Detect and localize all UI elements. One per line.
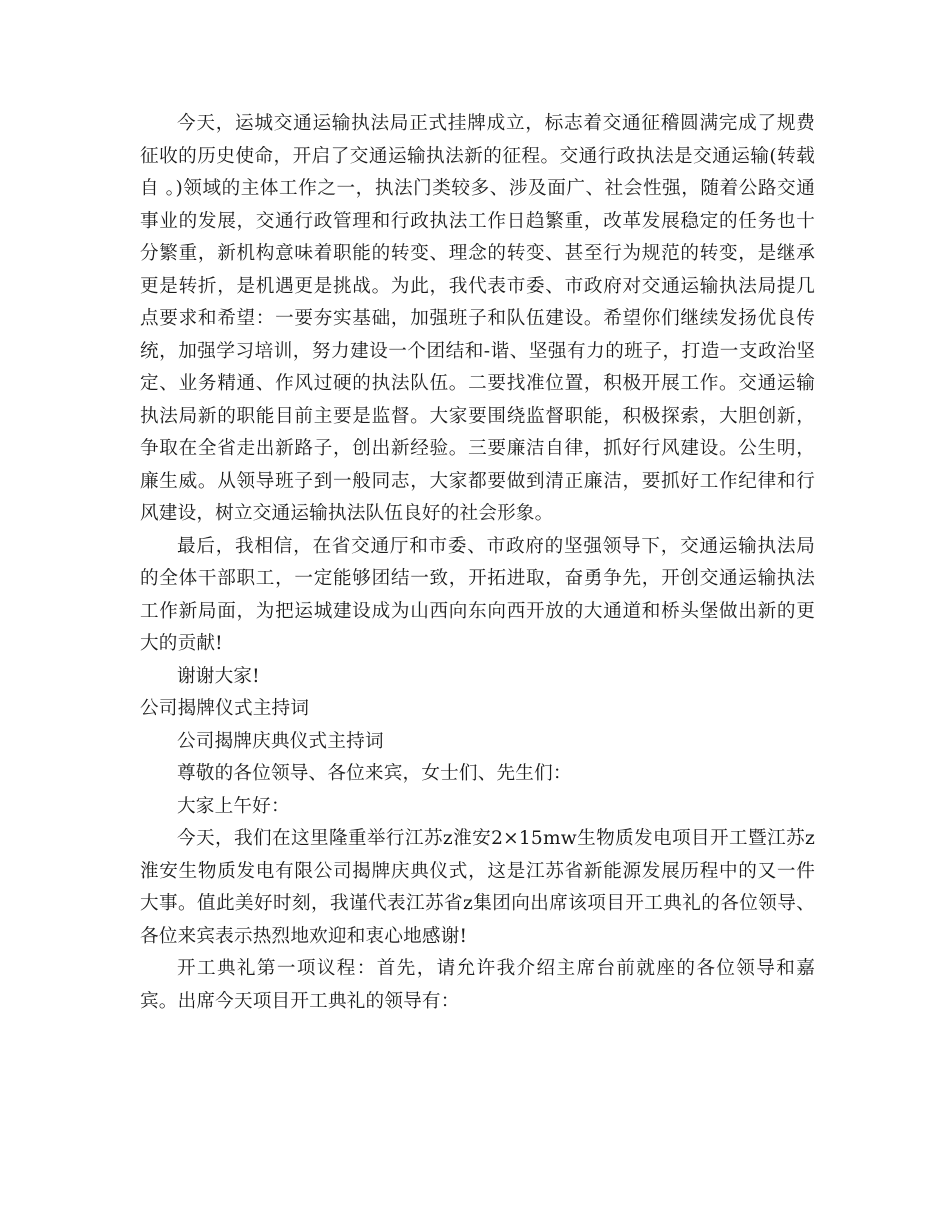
paragraph-ceremony-intro: 今天，我们在这里隆重举行江苏z淮安2×15mw生物质发电项目开工暨江苏z淮安生物质发电有限公司揭牌庆典仪式，这是江苏省新能源发展历程中的又一件大事。值此美好时刻，我谨代表江苏省z集团向出席该项目开工典礼的各位领导、各位来宾表示热烈地欢迎和衷心地感谢! — [140, 828, 815, 947]
document-body — [140, 108, 815, 1018]
paragraph-thanks: 谢谢大家! — [177, 665, 260, 687]
paragraph-subtitle: 公司揭牌庆典仪式主持词 — [177, 730, 384, 752]
paragraph-greeting: 大家上午好： — [177, 795, 290, 817]
section-heading: 公司揭牌仪式主持词 — [140, 698, 310, 719]
paragraph-agenda: 开工典礼第一项议程：首先，请允许我介绍主席台前就座的各位领导和嘉宾。出席今天项目开工典礼的领导有： — [140, 958, 815, 1012]
paragraph-closing: 最后，我相信，在省交通厅和市委、市政府的坚强领导下，交通运输执法局的全体干部职工，一定能够团结一致，开拓进取，奋勇争先，开创交通运输执法工作新局面，为把运城建设成为山西向东向西开放的大通道和桥头堡做出新的更大的贡献! — [140, 535, 815, 654]
paragraph-salutation: 尊敬的各位领导、各位来宾，女士们、先生们： — [177, 763, 572, 784]
paragraph-speech-body: 今天，运城交通运输执法局正式挂牌成立，标志着交通征稽圆满完成了规费征收的历史使命，开启了交通运输执法新的征程。交通行政执法是交通运输(转载自 。)领域的主体工作之一，执法门类较多、涉及面广、社会性强，随着公路交通事业的发展，交通行政管理和行政执法工作日趋繁重，改革发展稳定的任务也十分繁重，新机构意味着职能的转变、理念的转变、甚至行为规范的转变，是继承更是转折，是机遇更是挑战。为此，我代表市委、市政府对交通运输执法局提几点要求和希望：一要夯实基础，加强班子和队伍建设。希望你们继续发扬优良传统，加强学习培训，努力建设一个团结和-谐、坚强有力的班子，打造一支政治坚定、业务精通、作风过硬的执法队伍。二要找准位置，积极开展工作。交通运输执法局新的职能目前主要是监督。大家要围绕监督职能，积极探索，大胆创新，争取在全省走出新路子，创出新经验。三要廉洁自律，抓好行风建设。公生明，廉生威。从领导班子到一般同志，大家都要做到清正廉洁，要抓好工作纪律和行风建设，树立交通运输执法队伍良好的社会形象。 — [140, 113, 815, 524]
